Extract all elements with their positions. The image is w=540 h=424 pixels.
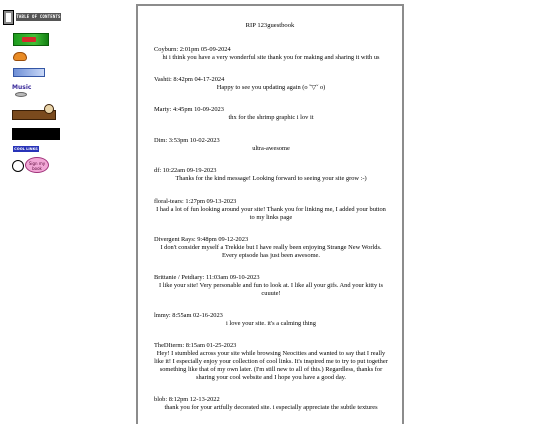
entry-meta: df: 10:22am 09-19-2023 <box>154 167 217 174</box>
entry-meta: Brittanie / Petdiary: 11:03am 09-10-2023 <box>154 274 260 281</box>
guestbook-panel <box>136 4 404 424</box>
entry-meta: Coyburn: 2:01pm 05-09-2024 <box>154 46 231 53</box>
guestbook-entry <box>154 106 388 122</box>
entry-message: I don't consider myself a Trekkie but I have really been enjoying Strange New Worlds. Every episode has just been awesome. <box>160 244 382 259</box>
entry-message: I had a lot of fun looking around your site! Thank you for linking me, I added your button to my links page <box>156 206 386 221</box>
guestbook-entry <box>154 167 388 183</box>
guestbook-entry <box>154 396 388 412</box>
entry-meta: Marty: 4:45pm 10-09-2023 <box>154 106 224 113</box>
guestbook-entry <box>154 198 388 222</box>
sidebar <box>0 0 70 405</box>
entry-meta: TheDIterm: 8:15am 01-25-2023 <box>154 342 237 349</box>
guestbook-entry <box>154 312 388 328</box>
entry-meta: Divergent Rays: 9:48pm 09-12-2023 <box>154 236 249 243</box>
guestbook-entry <box>154 46 388 62</box>
entry-message: i love your site. it's a calming thing <box>226 320 316 327</box>
blue-site-button[interactable] <box>13 68 45 77</box>
entry-message: Hey! I stumbled across your site while browsing Neocities and wanted to say that I really like it! I especially enjoy your collection of cool links. It's inspired me to try to put together something like that of my own later. (I'm still new to all of this.) Regardless, thanks for sharing your cool website and I hope you have a good day. <box>154 350 388 381</box>
guestbook-entry <box>154 236 388 260</box>
character-icon <box>44 104 54 114</box>
entry-message: I like your site! Very personable and fun to look at. I like all your gifs. And your kitty is cuuute! <box>158 282 384 297</box>
entry-message: ultra-awesome <box>252 145 290 152</box>
guestbook-entry <box>154 137 388 153</box>
green-site-button[interactable] <box>13 33 49 46</box>
entry-message: thank you for your artfully decorated site. i especially appreciate the subtle textures <box>164 404 378 411</box>
guestbook-title: RIP 123guestbook <box>245 22 295 29</box>
guestbook-button[interactable] <box>12 157 52 173</box>
music-link[interactable]: Music <box>12 84 32 91</box>
entry-message: Happy to see you updating again (o ˘▽˘ o) <box>216 84 326 91</box>
guestbook-entry <box>154 76 388 92</box>
cat-icon <box>12 160 24 172</box>
record-icon <box>15 92 27 97</box>
entry-message: thx for the shrimp graphic i lov it <box>228 114 314 121</box>
entry-message: hi i think you have a very wonderful site thank you for making and sharing it with us <box>162 54 380 61</box>
entry-meta: blob: 8:12pm 12-13-2022 <box>154 396 220 403</box>
guestbook-label: Sign my book <box>25 157 49 173</box>
table-of-contents-label: TABLE OF CONTENTS <box>16 14 61 19</box>
entry-meta: Vashti: 8:42pm 04-17-2024 <box>154 76 225 83</box>
entry-meta: lmmy: 8:55am 02-16-2023 <box>154 312 223 319</box>
entry-meta: floral-tears: 1:27pm 09-13-2023 <box>154 198 237 205</box>
cool-links-button[interactable]: COOL LINKS <box>14 147 38 151</box>
guestbook-entry <box>154 342 388 382</box>
guestbook-entry <box>154 274 388 298</box>
entry-message: Thanks for the kind message! Looking forward to seeing your site grow :-) <box>175 175 367 182</box>
black-site-button[interactable] <box>12 128 60 140</box>
brown-site-button[interactable] <box>12 104 56 120</box>
entry-meta: Dim: 3:53pm 10-02-2023 <box>154 137 220 144</box>
book-icon <box>3 10 14 25</box>
orange-site-button[interactable] <box>13 52 27 61</box>
table-of-contents-button[interactable] <box>3 9 61 25</box>
